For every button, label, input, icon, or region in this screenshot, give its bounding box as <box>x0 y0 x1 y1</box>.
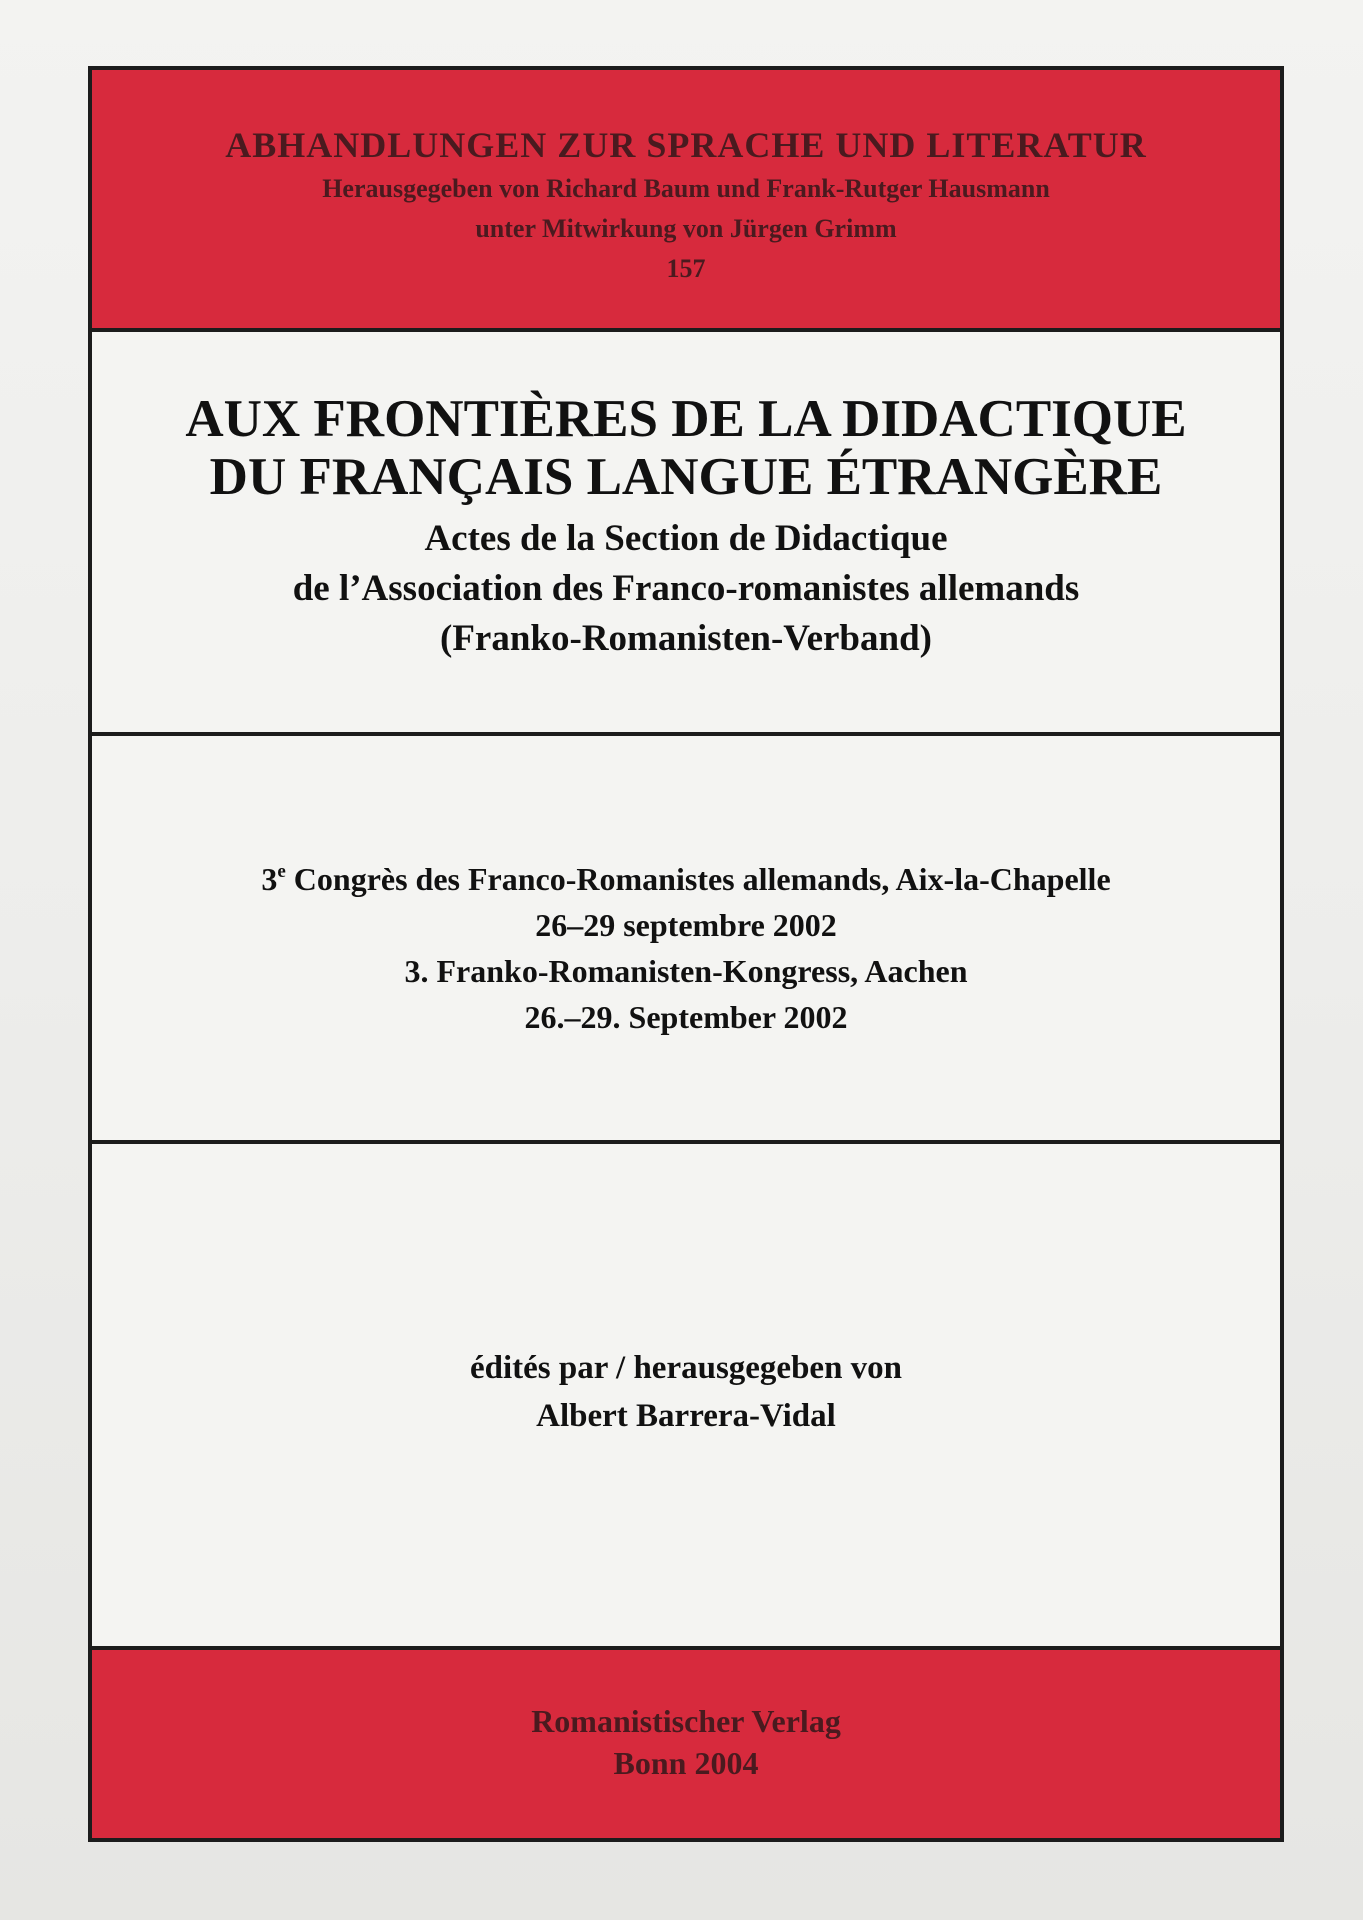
editor-name: Albert Barrera-Vidal <box>536 1398 836 1434</box>
congress-line-1 <box>92 856 1280 902</box>
congress-line-4: 26.–29. September 2002 <box>524 999 848 1035</box>
publisher-place-year: Bonn 2004 <box>613 1745 759 1781</box>
publisher-band <box>92 1650 1280 1838</box>
congress-name-fr: Congrès des Franco-Romanistes allemands, Aix-la-Chapelle <box>285 861 1111 897</box>
cover-frame <box>88 66 1284 1842</box>
congress-band <box>92 736 1280 1144</box>
series-band <box>92 70 1280 332</box>
editor-label: édités par / herausgegeben von <box>469 1350 903 1386</box>
series-collaboration: unter Mitwirkung von Jürgen Grimm <box>475 214 897 243</box>
book-subtitle-line-3: (Franko-Romanisten-Verband) <box>440 618 932 659</box>
book-title-line-1: AUX FRONTIÈRES DE LA DIDACTIQUE <box>185 390 1187 448</box>
book-title-line-2: DU FRANÇAIS LANGUE ÉTRANGÈRE <box>209 448 1163 506</box>
editor-info <box>92 1344 1280 1440</box>
publisher-name: Romanistischer Verlag <box>531 1703 841 1739</box>
book-subtitle <box>92 514 1280 664</box>
editor-band <box>92 1144 1280 1650</box>
book-title <box>92 390 1280 506</box>
publisher-info <box>92 1700 1280 1784</box>
congress-ordinal: 3 <box>261 861 278 897</box>
series-editors: Herausgegeben von Richard Baum und Frank-Rutger Hausmann <box>322 174 1050 203</box>
congress-line-2: 26–29 septembre 2002 <box>535 907 837 943</box>
congress-ordinal-suffix: e <box>277 861 286 882</box>
book-subtitle-line-1: Actes de la Section de Didactique <box>424 518 948 559</box>
congress-info <box>92 856 1280 1040</box>
series-title: ABHANDLUNGEN ZUR SPRACHE UND LITERATUR <box>225 125 1147 165</box>
book-subtitle-line-2: de l’Association des Franco-romanistes allemands <box>292 568 1080 609</box>
congress-line-3: 3. Franko-Romanisten-Kongress, Aachen <box>404 953 968 989</box>
title-band <box>92 332 1280 736</box>
series-number: 157 <box>666 254 706 283</box>
